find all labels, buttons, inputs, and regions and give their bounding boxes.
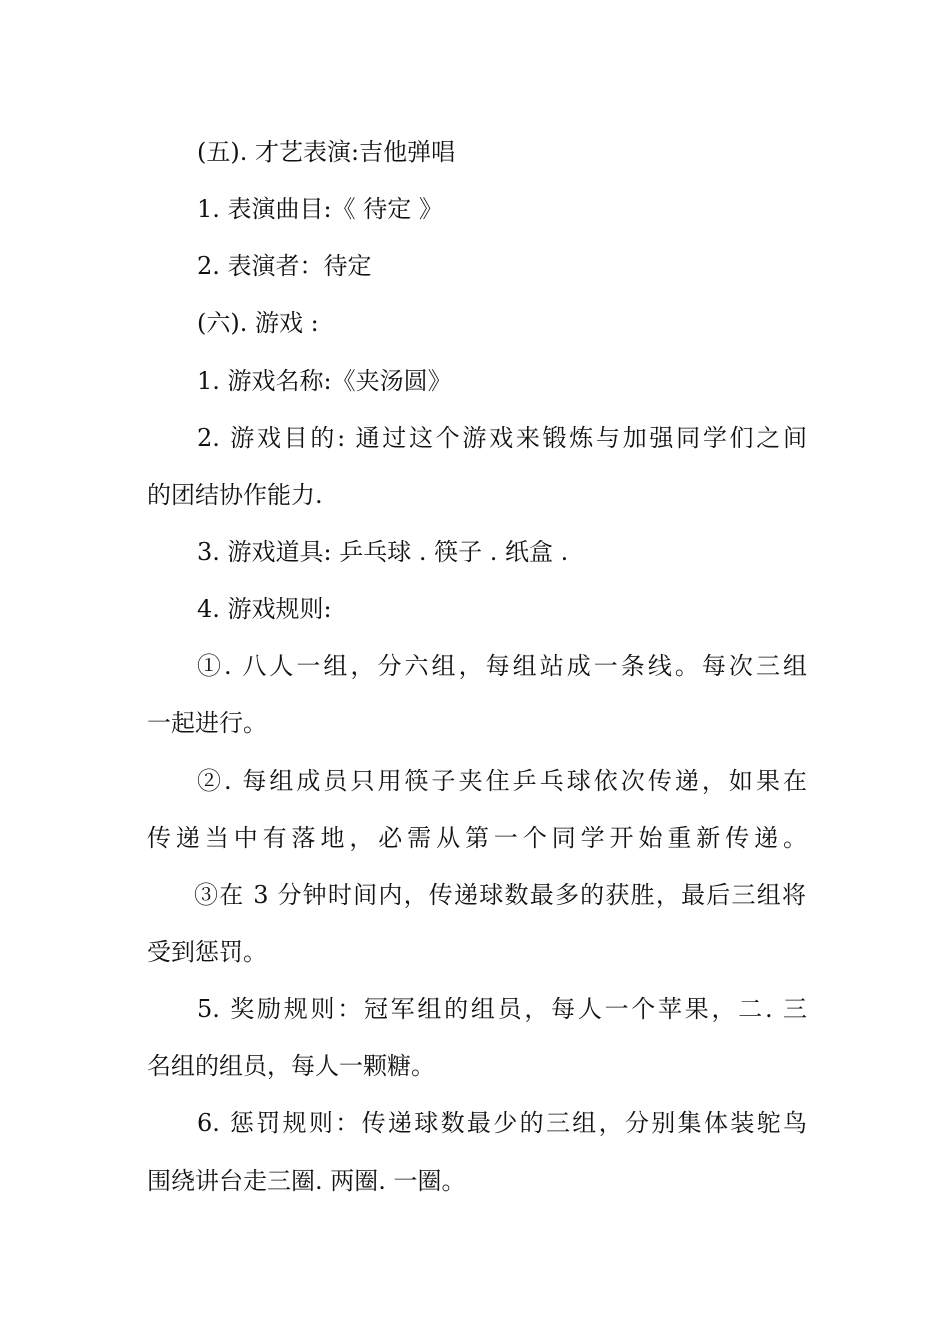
list-item-performer: 2. 表演者：待定 [197,252,372,280]
paragraph-continuation: 的团结协作能力. [147,481,323,509]
list-item-reward-rules: 5. 奖励规则：冠军组的组员，每人一个苹果，二. 三 [197,995,807,1023]
rule-item-2: ②. 每组成员只用筷子夹住乒乓球依次传递，如果在 [197,767,807,795]
list-item-penalty-rules: 6. 惩罚规则：传递球数最少的三组，分别集体装鸵鸟 [197,1109,807,1137]
section-heading-talent-show: (五). 才艺表演:吉他弹唱 [197,138,456,166]
paragraph-continuation: 围绕讲台走三圈. 两圈. 一圈。 [147,1167,466,1195]
list-item-game-props: 3. 游戏道具: 乒乓球 . 筷子 . 纸盒 . [197,538,569,566]
section-heading-game: (六). 游戏 : [197,309,319,337]
list-item-game-name: 1. 游戏名称:《夹汤圆》 [197,367,452,395]
rule-item-3: ③在 3 分钟时间内，传递球数最多的获胜，最后三组将 [194,881,806,909]
paragraph-continuation: 名组的组员，每人一颗糖。 [147,1052,435,1080]
paragraph-continuation: 受到惩罚。 [147,938,267,966]
paragraph-continuation: 传递当中有落地，必需从第一个同学开始重新传递。 [147,824,807,852]
rule-item-1: ①. 八人一组，分六组，每组站成一条线。每次三组 [197,652,807,680]
list-item-game-purpose: 2. 游戏目的: 通过这个游戏来锻炼与加强同学们之间 [197,424,807,452]
paragraph-continuation: 一起进行。 [147,709,267,737]
list-item-game-rules: 4. 游戏规则: [197,595,332,623]
list-item-performance-song: 1. 表演曲目:《 待定 》 [197,195,443,223]
